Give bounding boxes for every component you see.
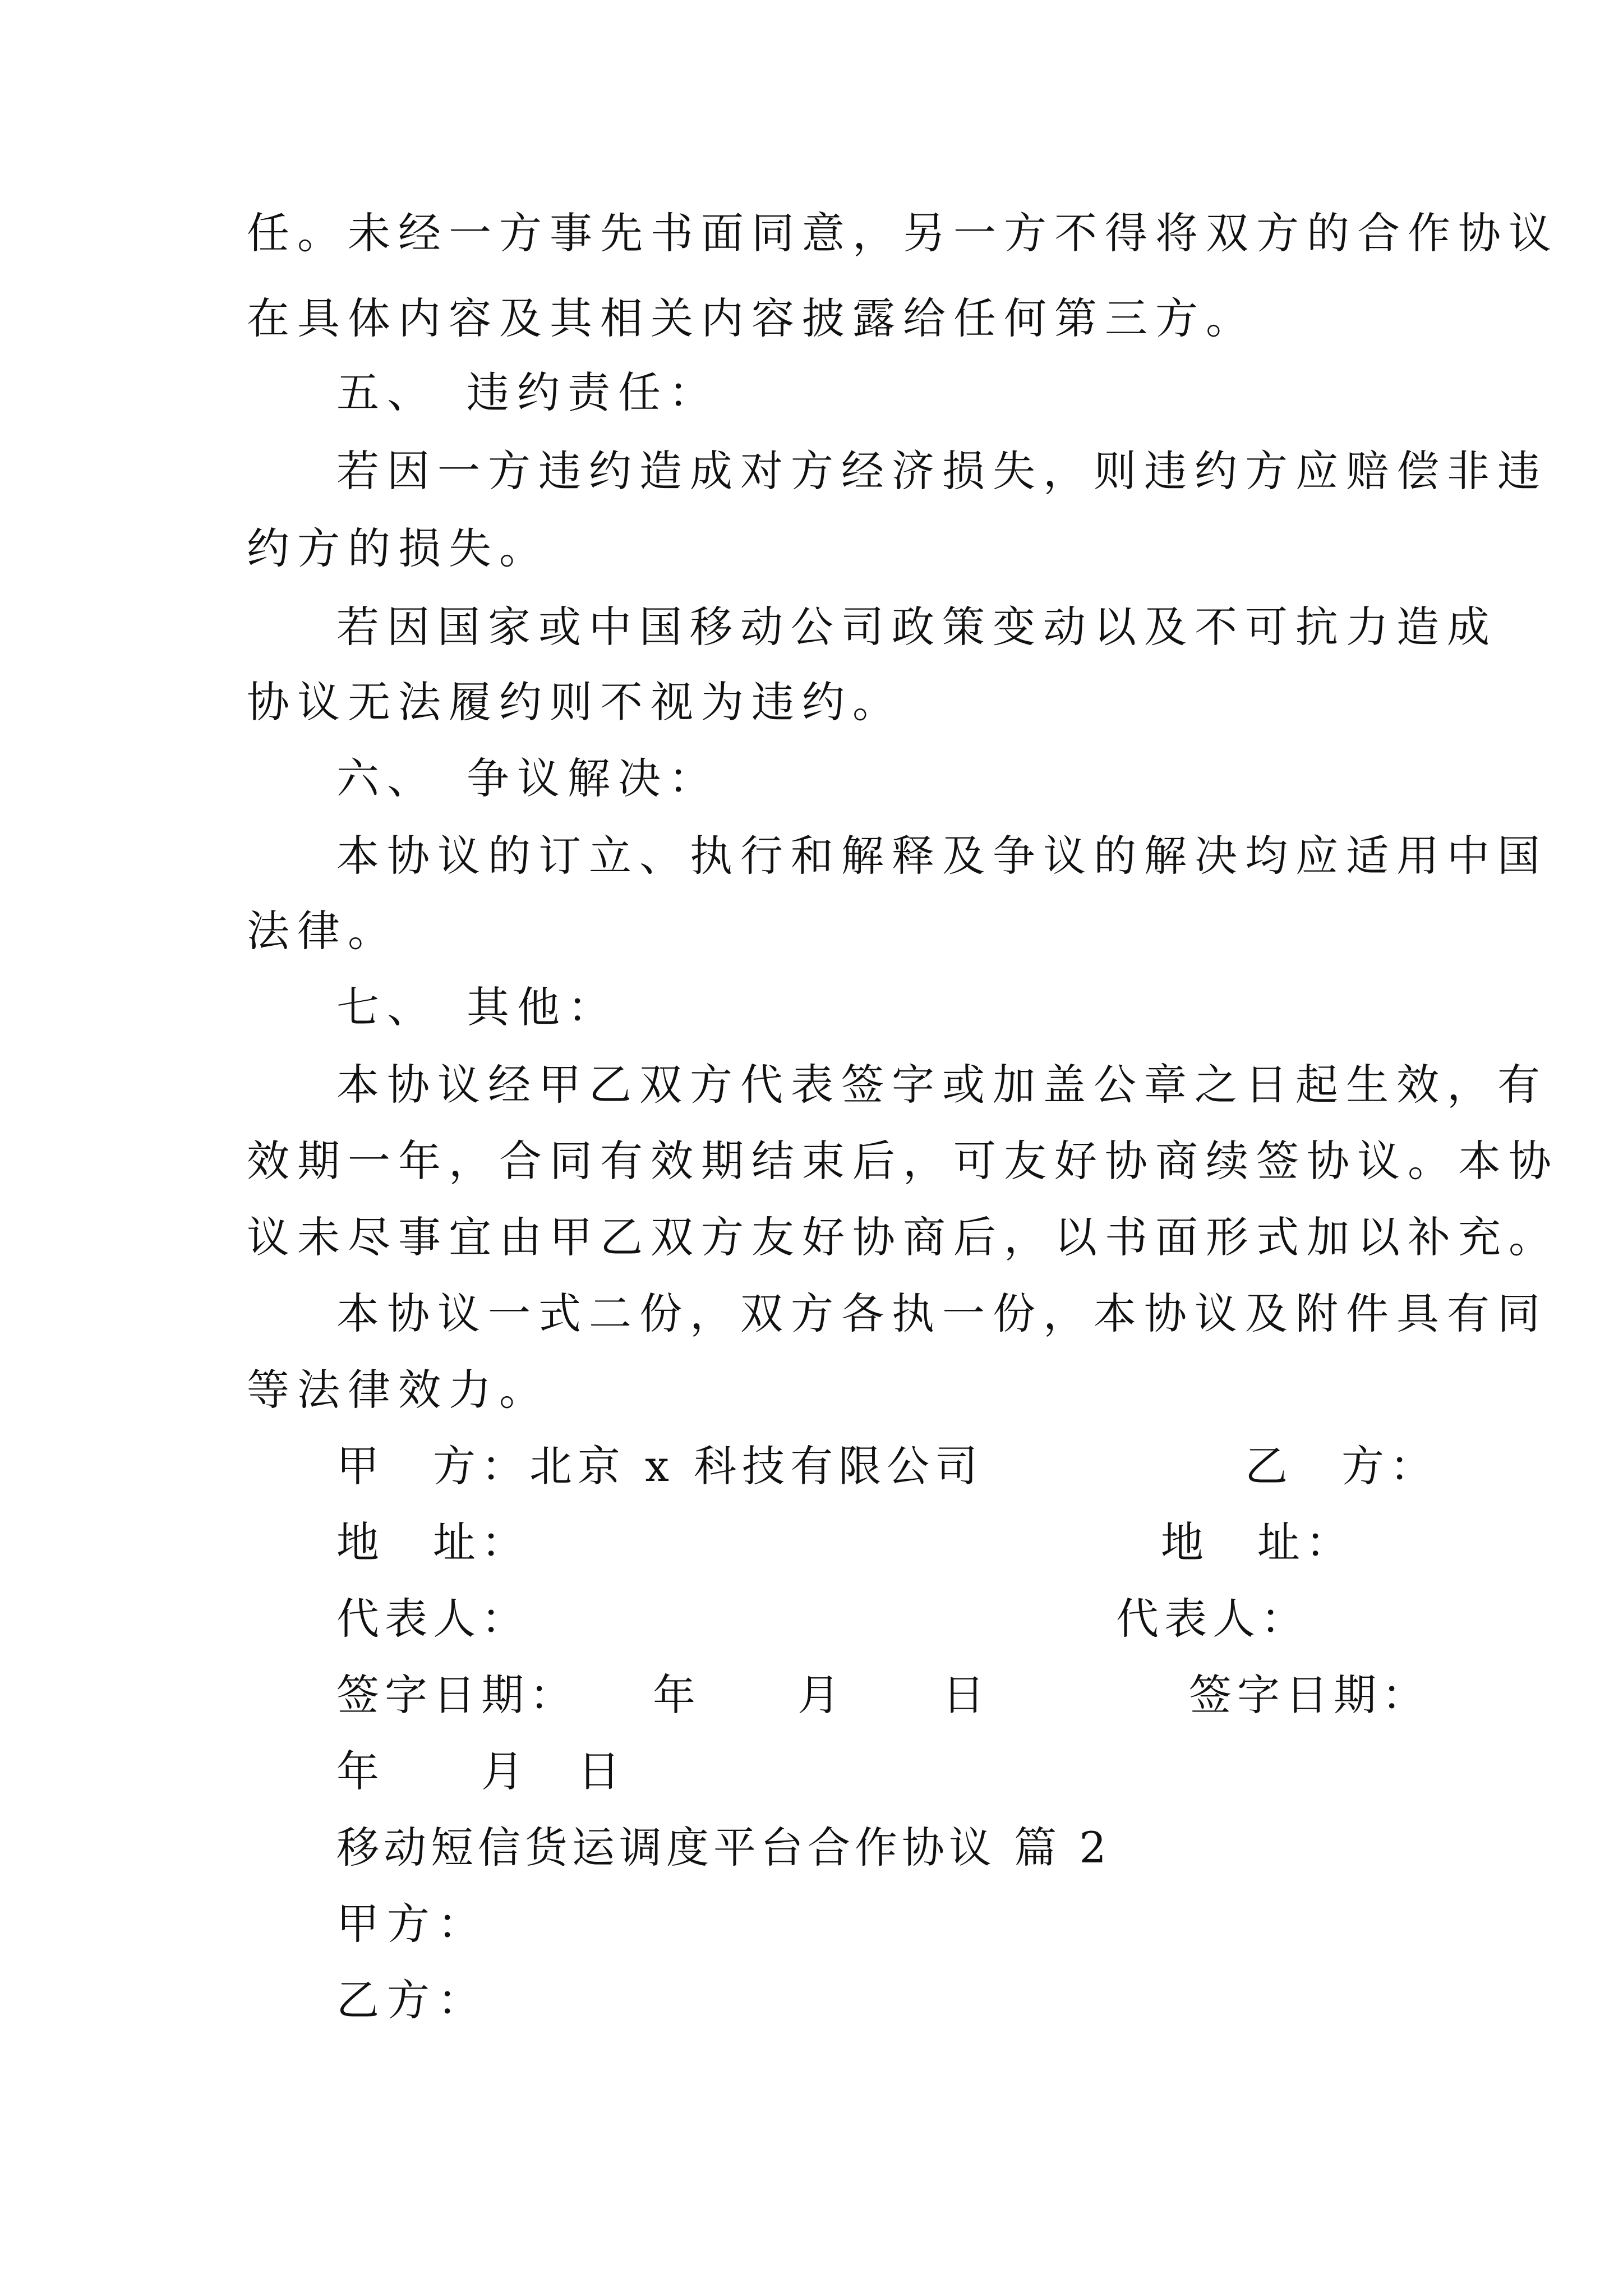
section-heading: 五、 违约责任： [336, 367, 719, 417]
paragraph-line: 若因一方违约造成对方经济损失，则违约方应赔偿非违 [336, 446, 1548, 496]
paragraph-line: 本协议的订立、执行和解释及争议的解决均应适用中国 [336, 831, 1548, 881]
paragraph-line: 协议无法履约则不视为违约。 [247, 677, 903, 727]
paragraph-line: 在具体内容及其相关内容披露给任何第三方。 [247, 293, 1256, 343]
section-heading: 七、 其他： [336, 982, 618, 1032]
party-b-representative: 代表人： [1116, 1594, 1309, 1644]
party-b-sign-date: 签字日期： [1189, 1670, 1430, 1720]
paragraph-line: 任。未经一方事先书面同意，另一方不得将双方的合作协议 [247, 208, 1559, 258]
next-agreement-title: 移动短信货运调度平台合作协议 篇 2 [336, 1823, 1111, 1872]
paragraph-line: 本协议一式二份，双方各执一份，本协议及附件具有同 [336, 1289, 1548, 1338]
paragraph-line: 等法律效力。 [247, 1365, 550, 1415]
paragraph-line: 约方的损失。 [247, 523, 550, 573]
paragraph-line: 本协议经甲乙双方代表签字或加盖公章之日起生效，有 [336, 1060, 1548, 1110]
party-b-name: 乙 方： [1245, 1441, 1438, 1491]
party-a-sign-date: 签字日期： 年 月 日 [336, 1670, 990, 1720]
party-b-sign-date-continued: 年 月 日 [336, 1746, 626, 1796]
next-party-b: 乙方： [336, 1975, 488, 2025]
party-a-representative: 代表人： [336, 1594, 529, 1644]
party-b-address: 地 址： [1161, 1517, 1354, 1567]
paragraph-line: 效期一年，合同有效期结束后，可友好协商续签协议。本协 [247, 1136, 1559, 1186]
next-party-a: 甲方： [336, 1899, 488, 1949]
section-heading: 六、 争议解决： [336, 753, 719, 803]
party-a-address: 地 址： [336, 1517, 529, 1567]
paragraph-line: 议未尽事宜由甲乙双方友好协商后，以书面形式加以补充。 [247, 1212, 1559, 1262]
paragraph-line: 法律。 [247, 906, 398, 956]
paragraph-line: 若因国家或中国移动公司政策变动以及不可抗力造成 [336, 602, 1497, 652]
party-a-name: 甲 方：北京 x 科技有限公司 [336, 1441, 984, 1491]
